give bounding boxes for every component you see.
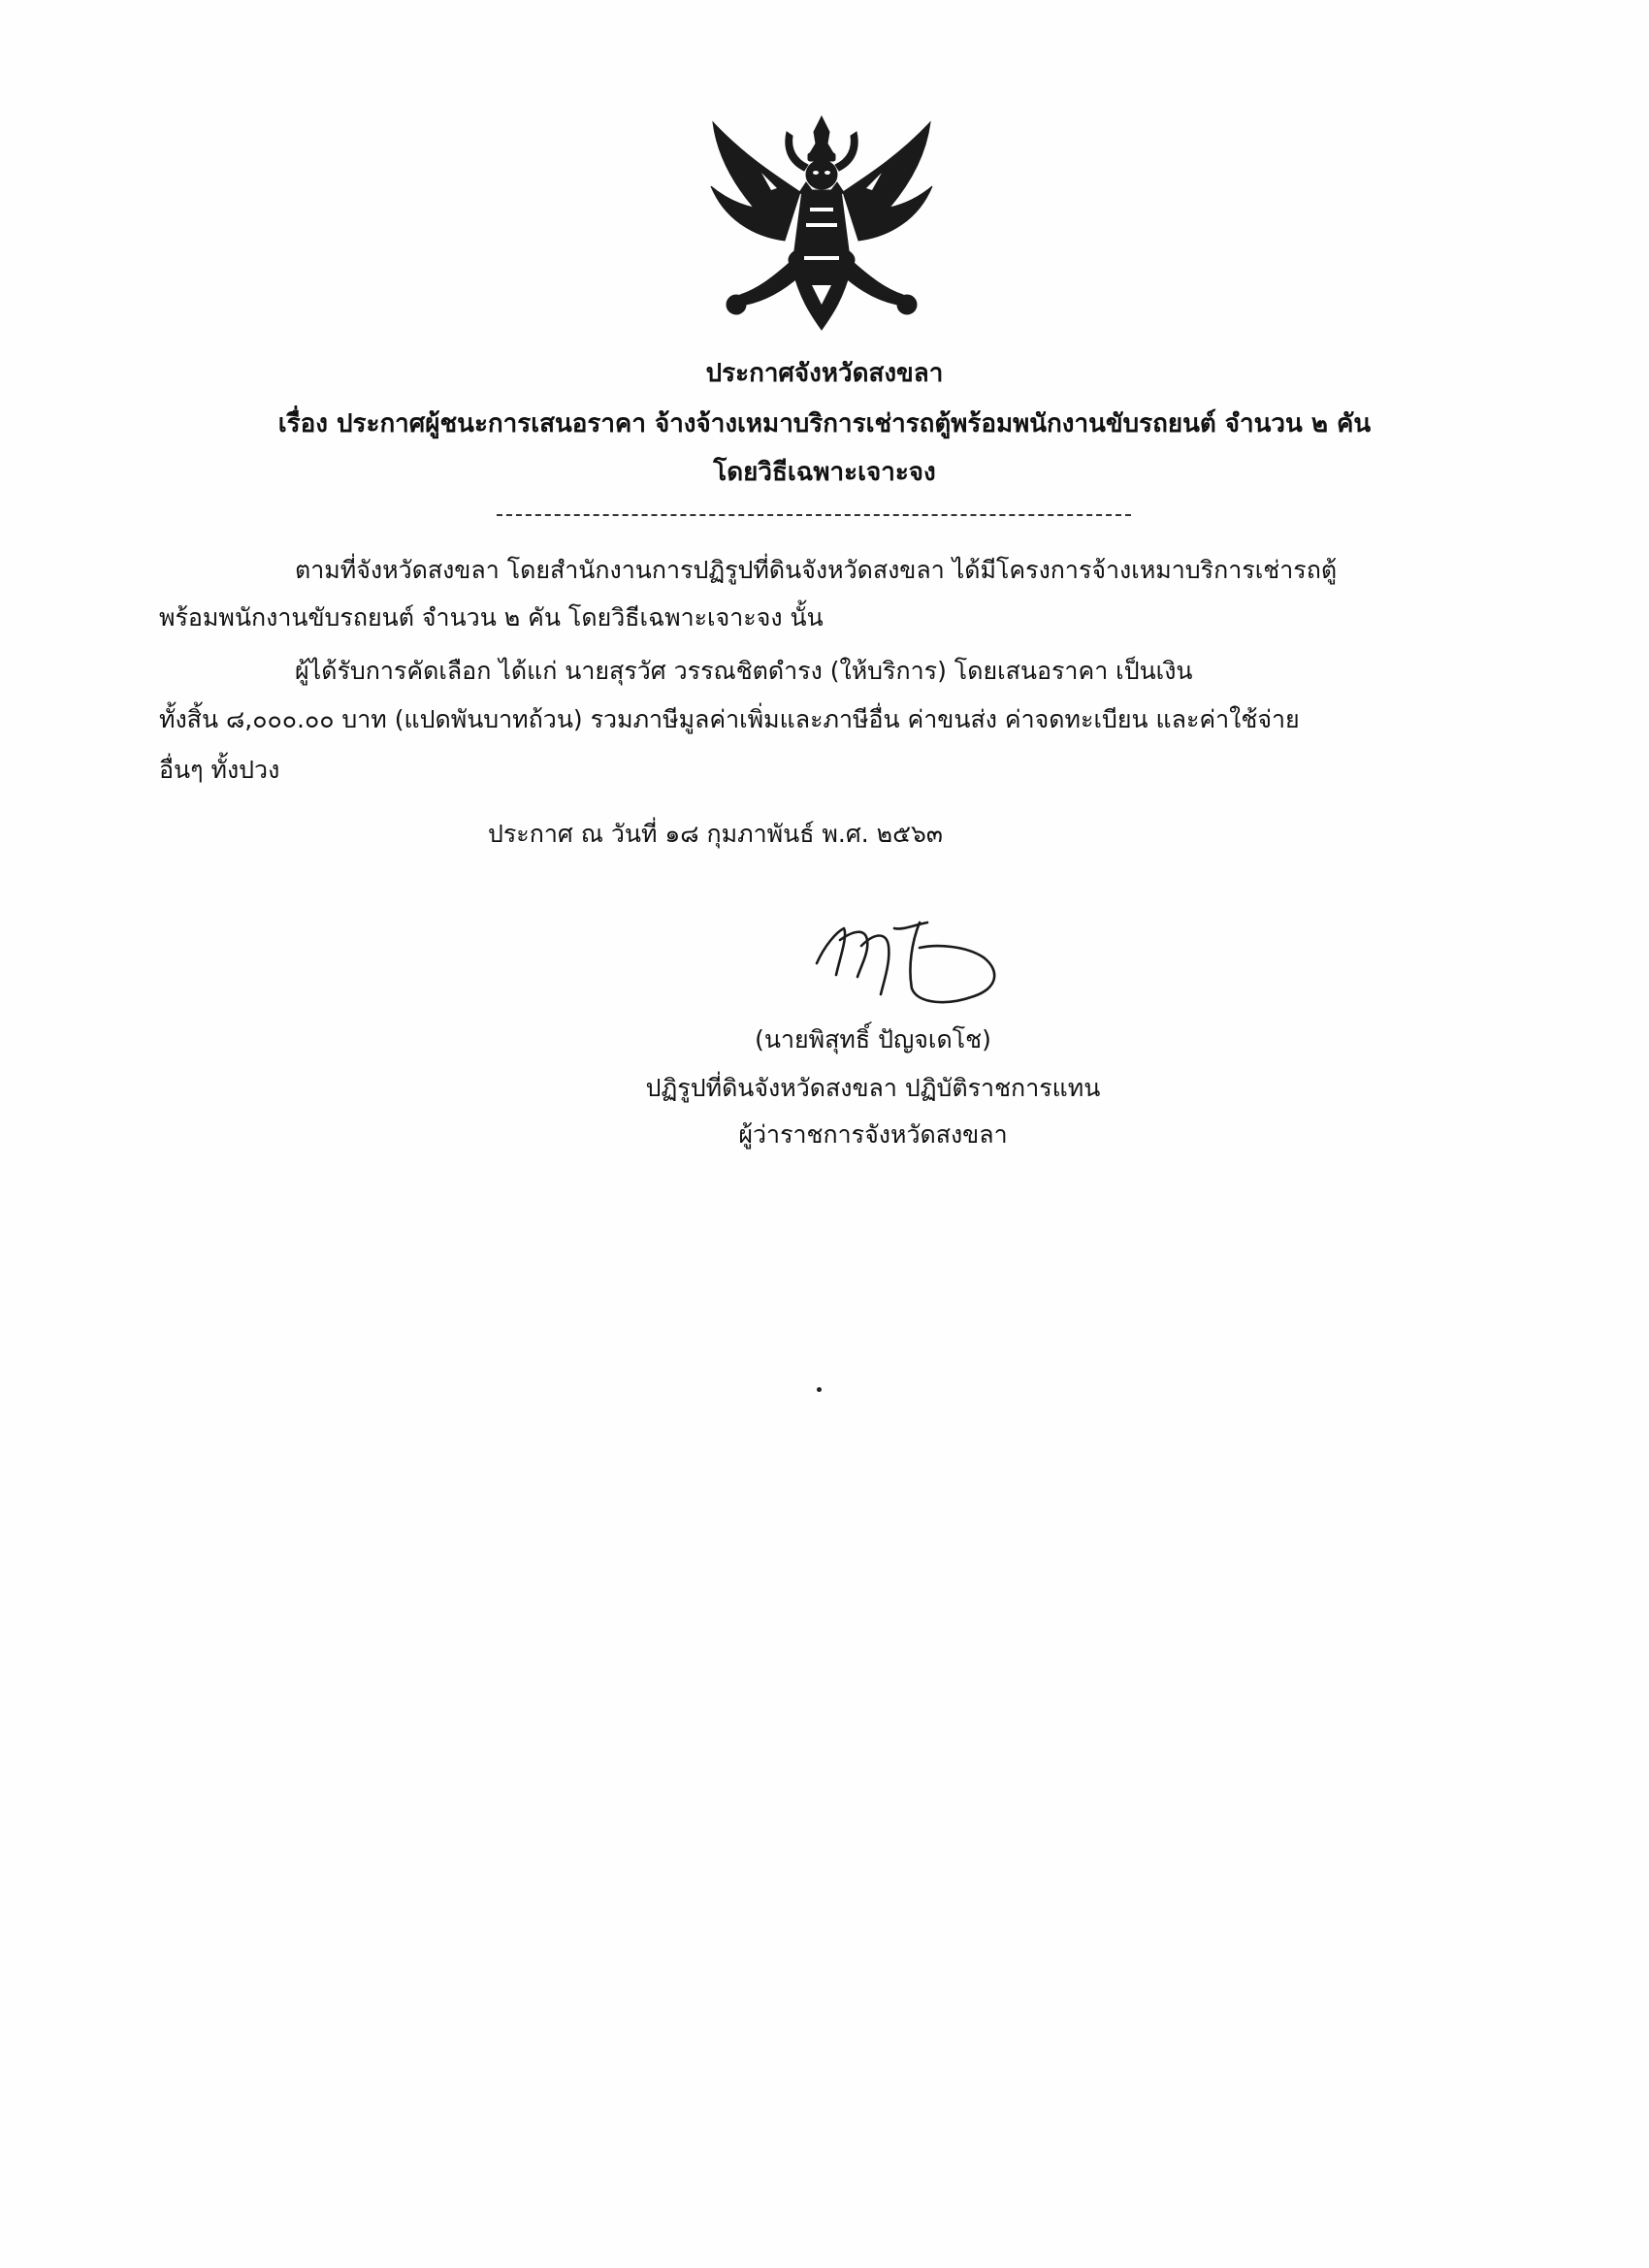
paragraph-2-line-1: ผู้ได้รับการคัดเลือก ได้แก่ นายสุรวัศ วรรณชิตดำรง (ให้บริการ) โดยเสนอราคา เป็นเงิน bbox=[295, 657, 1193, 685]
dashed-divider bbox=[497, 514, 1131, 516]
handwritten-signature-icon bbox=[811, 907, 1005, 1014]
announcement-subject: เรื่อง ประกาศผู้ชนะการเสนอราคา จ้างจ้างเหมาบริการเช่ารถตู้พร้อมพนักงานขับรถยนต์ จำนวน ๒ คัน bbox=[277, 409, 1372, 438]
announcement-method: โดยวิธีเฉพาะเจาะจง bbox=[713, 458, 936, 487]
garuda-emblem-icon bbox=[703, 114, 941, 333]
paragraph-1-line-1: ตามที่จังหวัดสงขลา โดยสำนักงานการปฏิรูปที่ดินจังหวัดสงขลา ได้มีโครงการจ้างเหมาบริการเช่ารถตู้ bbox=[295, 556, 1338, 584]
paragraph-1-line-2: พร้อมพนักงานขับรถยนต์ จำนวน ๒ คัน โดยวิธีเฉพาะเจาะจง นั้น bbox=[159, 603, 824, 632]
signatory-position: ปฏิรูปที่ดินจังหวัดสงขลา ปฏิบัติราชการแทน bbox=[645, 1074, 1101, 1102]
announcement-date: ประกาศ ณ วันที่ ๑๘ กุมภาพันธ์ พ.ศ. ๒๕๖๓ bbox=[488, 820, 943, 848]
signatory-name: (นายพิสุทธิ์ ปัญจเดโช) bbox=[755, 1025, 991, 1053]
paragraph-2-line-2: ทั้งสิ้น ๘,๐๐๐.๐๐ บาท (แปดพันบาทถ้วน) รวมภาษีมูลค่าเพิ่มและภาษีอื่น ค่าขนส่ง ค่าจดทะเบียน และค่าใช้จ่าย bbox=[159, 705, 1300, 733]
signatory-office: ผู้ว่าราชการจังหวัดสงขลา bbox=[738, 1120, 1008, 1149]
scan-speck bbox=[817, 1387, 822, 1392]
announcement-title: ประกาศจังหวัดสงขลา bbox=[705, 359, 944, 388]
paragraph-2-line-3: อื่นๆ ทั้งปวง bbox=[159, 756, 280, 784]
